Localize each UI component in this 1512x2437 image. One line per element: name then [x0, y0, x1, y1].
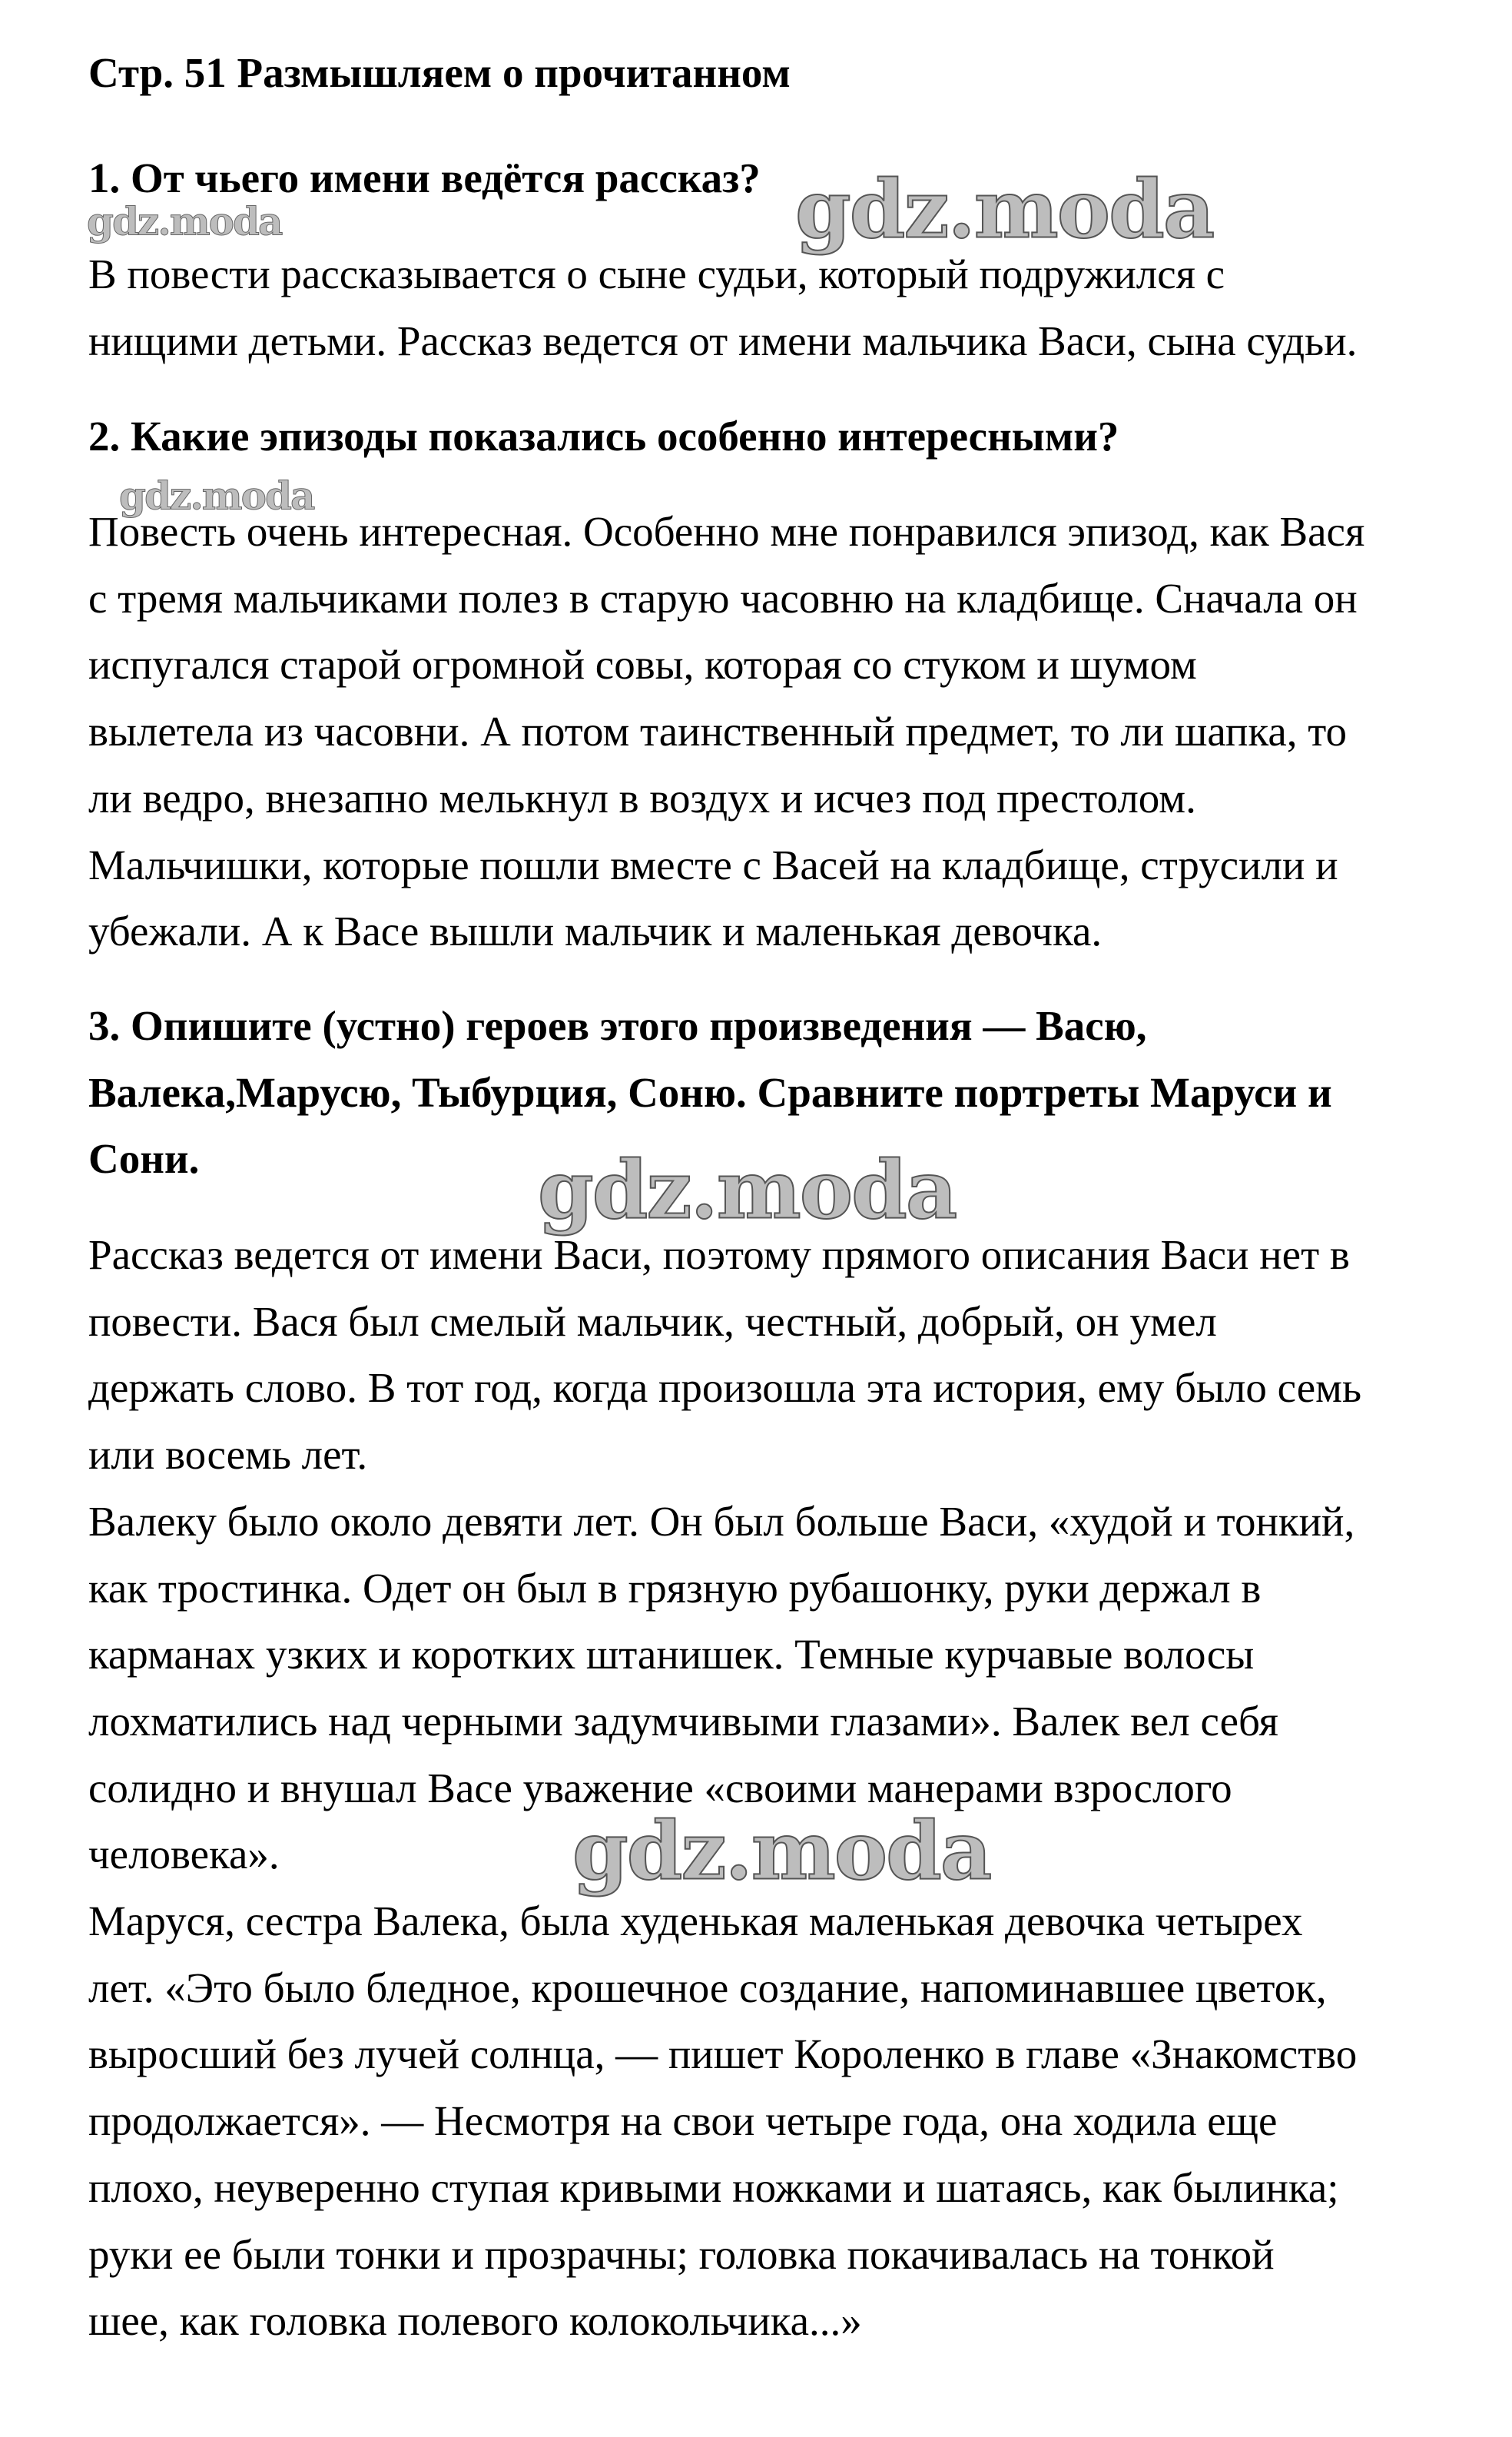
answer-text-line: убежали. А к Васе вышли мальчик и маленькая девочка.	[88, 908, 1102, 955]
answer-text-line: шее, как головка полевого колокольчика...»	[88, 2297, 862, 2345]
answer-text-line: ли ведро, внезапно мелькнул в воздух и исчез под престолом.	[88, 774, 1196, 822]
answer-text-line: Повесть очень интересная. Особенно мне понравился эпизод, как Вася	[88, 508, 1365, 555]
answer-text-line: плохо, неуверенно ступая кривыми ножками и шатаясь, как былинка;	[88, 2163, 1339, 2211]
answer-text-line: лет. «Это было бледное, крошечное создание, напоминавшее цветок,	[88, 1964, 1327, 2011]
page-title: Стр. 51 Размышляем о прочитанном	[88, 49, 791, 96]
answer-text-line: или восемь лет.	[88, 1431, 368, 1479]
answer-text-line: Валеку было около девяти лет. Он был больше Васи, «худой и тонкий,	[88, 1497, 1355, 1545]
answer-text-line: вылетела из часовни. А потом таинственный предмет, то ли шапка, то	[88, 708, 1348, 755]
answer-text-line: В повести рассказывается о сыне судьи, который подружился с	[88, 251, 1225, 297]
question-heading: Валека,Марусю, Тыбурция, Соню. Сравните портреты Маруси и	[88, 1068, 1332, 1116]
watermark-logo: gdz.moda	[538, 1142, 957, 1237]
answer-text-line: с тремя мальчиками полез в старую часовню на кладбище. Сначала он	[88, 574, 1358, 622]
watermark-logo: gdz.moda	[87, 198, 282, 244]
question-heading: 3. Опишите (устно) героев этого произведения — Васю,	[88, 1002, 1147, 1049]
answer-text-line: выросший без лучей солнца, — пишет Короленко в главе «Знакомство	[88, 2030, 1358, 2078]
answer-text-line: карманах узких и коротких штанишек. Темные курчавые волосы	[88, 1631, 1255, 1678]
question-heading: 2. Какие эпизоды показались особенно интересными?	[88, 413, 1119, 460]
watermark-logo: gdz.moda	[795, 161, 1214, 257]
answer-text-line: повести. Вася был смелый мальчик, честный, добрый, он умел	[88, 1297, 1217, 1345]
answer-text-line: испугался старой огромной совы, которая со стуком и шумом	[88, 641, 1197, 689]
answer-text-line: человека».	[88, 1831, 280, 1878]
answer-text-line: Мальчишки, которые пошли вместе с Васей на кладбище, струсили и	[88, 841, 1338, 888]
answer-text-line: руки ее были тонки и прозрачны; головка покачивалась на тонкой	[88, 2230, 1275, 2278]
answer-text-line: лохматились над черными задумчивыми глазами». Валек вел себя	[88, 1697, 1278, 1745]
answer-text-line: держать слово. В тот год, когда произошла эта история, ему было семь	[88, 1364, 1362, 1412]
answer-text-line: Рассказ ведется от имени Васи, поэтому прямого описания Васи нет в	[88, 1231, 1350, 1278]
question-heading: 1. От чьего имени ведётся рассказ?	[88, 154, 761, 201]
answer-text-line: Маруся, сестра Валека, была худенькая маленькая девочка четырех	[88, 1897, 1303, 1944]
watermark-logo: gdz.moda	[572, 1803, 991, 1898]
question-heading: Сони.	[88, 1135, 200, 1183]
watermark-logo: gdz.moda	[119, 473, 314, 519]
answer-text-line: солидно и внушал Васе уважение «своими манерами взрослого	[88, 1764, 1232, 1811]
answer-text-line: нищими детьми. Рассказ ведется от имени мальчика Васи, сына судьи.	[88, 317, 1358, 364]
answer-text-line: как тростинка. Одет он был в грязную рубашонку, руки держал в	[88, 1564, 1262, 1612]
answer-text-line: продолжается». — Несмотря на свои четыре года, она ходила еще	[88, 2097, 1278, 2145]
